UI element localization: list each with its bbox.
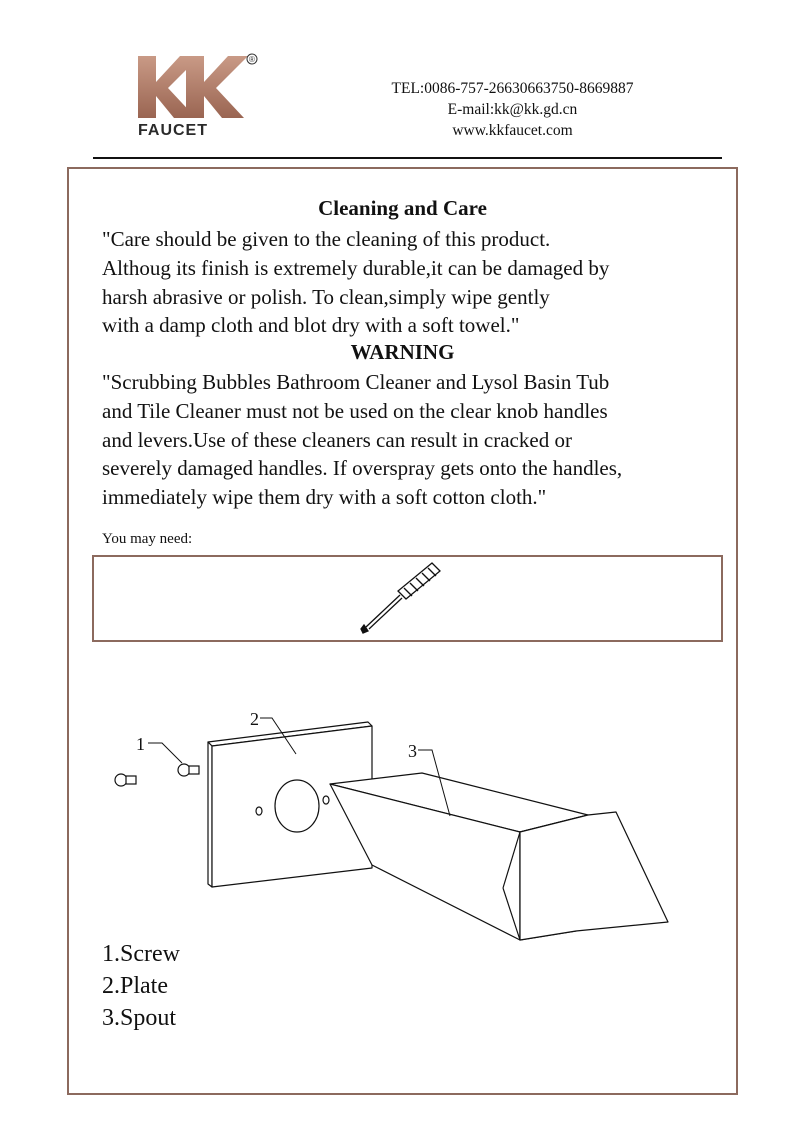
warning-title: WARNING <box>350 340 455 364</box>
plate-screw-hole <box>256 807 262 815</box>
parts-item: 2.Plate <box>102 973 168 999</box>
callout-2: 2 <box>250 709 259 729</box>
contact-website: www.kkfaucet.com <box>452 122 573 139</box>
care-line: Althoug its finish is extremely durable,it can be damaged by <box>102 255 610 280</box>
parts-list <box>102 938 180 1034</box>
contact-tel: TEL:0086-757-26630663750-8669887 <box>391 80 634 97</box>
screws <box>115 764 199 786</box>
care-line: harsh abrasive or polish. To clean,simply wipe gently <box>102 284 550 309</box>
care-line: "Care should be given to the cleaning of this product. <box>102 227 551 251</box>
contact-email: E-mail:kk@kk.gd.cn <box>447 101 578 118</box>
warning-line: severely damaged handles. If overspray gets onto the handles, <box>102 456 623 481</box>
plate-screw-hole <box>323 796 329 804</box>
parts-item: 1.Screw <box>102 941 180 967</box>
registered-mark: ® <box>249 55 255 64</box>
warning-line: and levers.Use of these cleaners can result in cracked or <box>102 427 572 452</box>
screw-icon <box>126 776 136 784</box>
contact-block <box>340 78 685 141</box>
tools-box <box>92 555 723 642</box>
plate-side-edge <box>208 742 212 887</box>
care-title: Cleaning and Care <box>318 196 487 220</box>
screw-icon <box>178 764 190 776</box>
plate-hole <box>275 780 319 832</box>
exploded-diagram <box>100 700 700 950</box>
parts-item: 3.Spout <box>102 1005 177 1031</box>
callout-3: 3 <box>408 741 417 761</box>
warning-paragraph <box>102 368 732 512</box>
warning-line: immediately wipe them dry with a soft cotton cloth." <box>102 485 547 510</box>
header-divider <box>93 157 722 159</box>
tools-label: You may need: <box>102 531 193 547</box>
screwdriver-icon <box>360 561 444 635</box>
logo-word: FAUCET <box>138 122 208 139</box>
care-paragraph <box>102 225 732 340</box>
screw-icon <box>189 766 199 774</box>
callout-1: 1 <box>136 734 145 754</box>
spout-outlet <box>520 812 668 940</box>
warning-line: and Tile Cleaner must not be used on the clear knob handles <box>102 398 608 423</box>
warning-line: "Scrubbing Bubbles Bathroom Cleaner and Lysol Basin Tub <box>102 370 610 394</box>
screw-icon <box>115 774 127 786</box>
care-line: with a damp cloth and blot dry with a soft towel." <box>102 313 520 338</box>
